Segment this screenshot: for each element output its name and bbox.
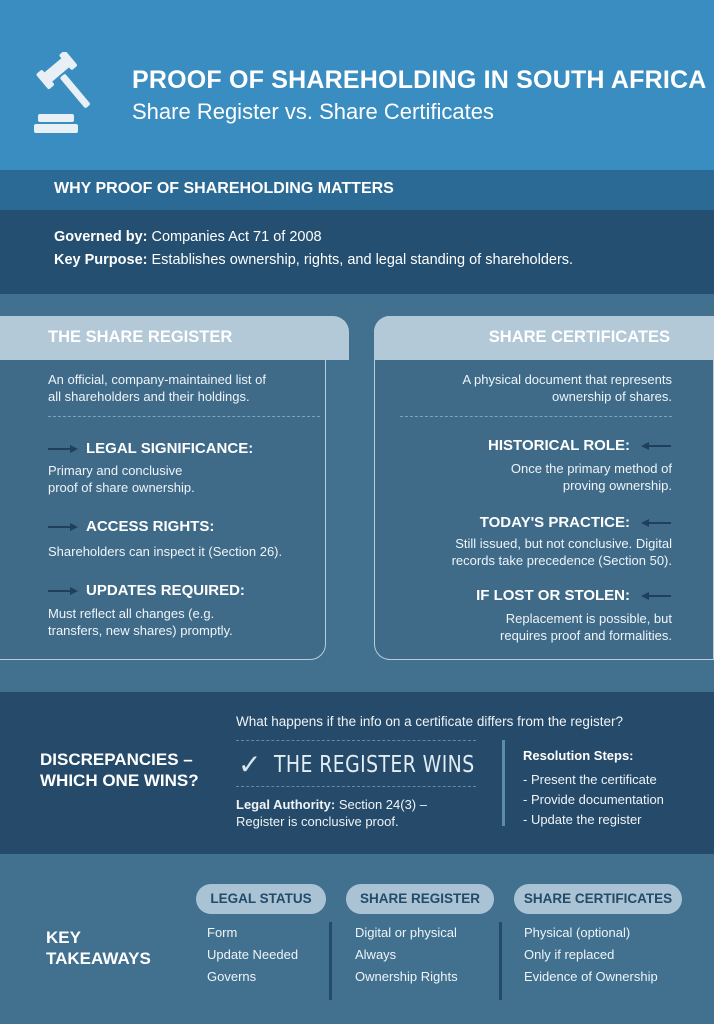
takeaway-cell: Update Needed [207,947,299,962]
why-section-title: WHY PROOF OF SHAREHOLDING MATTERS [54,180,394,197]
arrow-right-icon [48,523,78,531]
steps-divider [502,740,505,826]
arrow-left-icon [641,592,671,600]
takeaways-title-line1: KEY [46,928,81,947]
share-certificates-pill: SHARE CERTIFICATES [514,884,682,914]
register-wins-verdict: THE REGISTER WINS [274,752,475,778]
verdict-bottom-divider [236,786,476,787]
takeaway-cell: Evidence of Ownership [524,969,658,984]
page-subtitle: Share Register vs. Share Certificates [132,99,494,124]
takeaway-cell: Form [207,925,238,940]
access-rights-heading: ACCESS RIGHTS: [86,518,215,535]
updates-required-heading: UPDATES REQUIRED: [86,582,245,599]
arrow-left-icon [641,442,671,450]
resolution-step: - Provide documentation [523,792,664,807]
discrepancies-title-line1: DISCREPANCIES – [40,750,193,769]
share-certificates-title: SHARE CERTIFICATES [488,328,670,346]
legal-authority-label: Legal Authority: [236,797,336,812]
resolution-steps-title: Resolution Steps: [523,748,634,763]
takeaway-cell: Digital or physical [355,925,457,940]
takeaway-cell: Always [355,947,397,962]
legal-authority-line [236,797,427,812]
takeaways-title-line2: TAKEAWAYS [46,949,151,968]
share-register-title: THE SHARE REGISTER [48,328,233,346]
arrow-right-icon [48,587,78,595]
checkmark-icon: ✓ [238,749,262,780]
verdict-top-divider [236,740,476,741]
legal-significance-text: Primary and conclusive proof of share ownership. [48,463,195,495]
discrepancy-question: What happens if the info on a certificate differs from the register? [236,714,623,729]
legal-significance-heading: LEGAL SIGNIFICANCE: [86,440,254,457]
gavel-icon [34,52,114,134]
takeaway-cell: Only if replaced [524,947,615,962]
arrow-left-icon [641,519,671,527]
updates-required-text: Must reflect all changes (e.g. transfers, new shares) promptly. [48,606,233,638]
legal-authority-line2: Register is conclusive proof. [236,814,399,829]
todays-practice-heading: TODAY'S PRACTICE: [479,514,630,531]
legal-authority-value: Section 24(3) – [338,797,427,812]
certificates-divider [400,416,672,417]
resolution-step: - Update the register [523,812,642,827]
lost-stolen-heading: IF LOST OR STOLEN: [476,587,630,604]
access-rights-text: Shareholders can inspect it (Section 26). [48,544,283,559]
share-register-pill: SHARE REGISTER [346,884,494,914]
takeaway-column-divider [499,922,502,1000]
takeaway-column-divider [329,922,332,1000]
lost-stolen-text: Replacement is possible, but requires proof and formalities. [500,611,672,643]
historical-role-text: Once the primary method of proving ownership. [510,461,672,493]
register-intro: An official, company-maintained list of all shareholders and their holdings. [48,372,266,404]
resolution-step: - Present the certificate [523,772,657,787]
key-purpose-value: Establishes ownership, rights, and legal standing of shareholders. [151,252,574,268]
governed-by-line [54,229,322,245]
key-purpose-line [54,252,573,268]
takeaway-cell: Physical (optional) [524,925,631,940]
discrepancies-title-line2: WHICH ONE WINS? [40,771,199,790]
governed-by-label: Governed by: [54,229,148,245]
key-purpose-label: Key Purpose: [54,252,148,268]
governed-by-value: Companies Act 71 of 2008 [151,229,322,245]
certificates-intro: A physical document that represents ownership of shares. [462,372,672,404]
arrow-right-icon [48,445,78,453]
takeaway-cell: Ownership Rights [355,969,458,984]
page-title: PROOF OF SHAREHOLDING IN SOUTH AFRICA [132,66,707,94]
register-divider [48,416,320,417]
todays-practice-text: Still issued, but not conclusive. Digital records take precedence (Section 50). [451,536,672,568]
takeaway-cell: Governs [207,969,257,984]
legal-status-pill: LEGAL STATUS [196,884,326,914]
historical-role-heading: HISTORICAL ROLE: [488,437,630,454]
